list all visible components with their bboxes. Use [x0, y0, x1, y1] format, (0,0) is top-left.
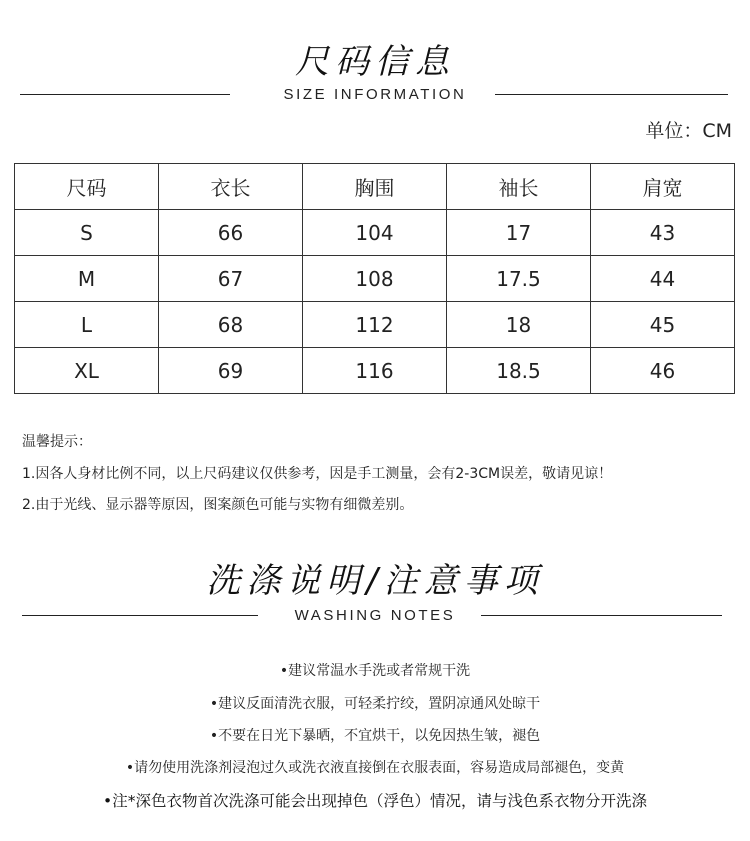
table-header-row — [15, 164, 735, 210]
cell-length: 68 — [159, 302, 303, 348]
cell-shoulder: 44 — [591, 256, 735, 302]
size-title: 尺码信息 — [295, 42, 455, 82]
washing-note-4: •请勿使用洗涤剂浸泡过久或洗衣液直接倒在衣服表面，容易造成局部褪色，变黄 — [125, 760, 625, 776]
cell-size: S — [15, 210, 159, 256]
cell-shoulder: 43 — [591, 210, 735, 256]
cell-chest: 112 — [303, 302, 447, 348]
cell-sleeve: 17.5 — [447, 256, 591, 302]
cell-sleeve: 17 — [447, 210, 591, 256]
header-size: 尺码 — [15, 164, 159, 210]
cell-length: 67 — [159, 256, 303, 302]
cell-size: XL — [15, 348, 159, 394]
cell-sleeve: 18 — [447, 302, 591, 348]
cell-length: 66 — [159, 210, 303, 256]
cell-sleeve: 18.5 — [447, 348, 591, 394]
tips-heading: 温馨提示： — [22, 434, 92, 450]
size-subtitle: SIZE INFORMATION — [283, 86, 467, 103]
cell-shoulder: 45 — [591, 302, 735, 348]
washing-note-5: •注*深色衣物首次洗涤可能会出现掉色（浮色）情况，请与浅色系衣物分开洗涤 — [103, 792, 647, 810]
size-title-right-rule — [495, 94, 728, 95]
header-shoulder: 肩宽 — [591, 164, 735, 210]
tips-item-1: 1.因各人身材比例不同，以上尺码建议仅供参考，因是手工测量，会有2-3CM误差，敬请见谅！ — [22, 466, 613, 482]
unit-label: 单位：CM — [645, 120, 732, 142]
washing-title: 洗涤说明/注意事项 — [206, 561, 544, 601]
table-row — [15, 210, 735, 256]
table-row — [15, 256, 735, 302]
cell-chest: 108 — [303, 256, 447, 302]
size-table — [14, 163, 735, 394]
cell-size: L — [15, 302, 159, 348]
header-chest: 胸围 — [303, 164, 447, 210]
washing-note-2: •建议反面清洗衣服，可轻柔拧绞，置阴凉通风处晾干 — [209, 696, 541, 712]
cell-chest: 104 — [303, 210, 447, 256]
washing-note-3: •不要在日光下暴晒，不宜烘干，以免因热生皱，褪色 — [209, 728, 541, 744]
tips-item-2: 2.由于光线、显示器等原因，图案颜色可能与实物有细微差别。 — [22, 497, 414, 513]
header-length: 衣长 — [159, 164, 303, 210]
cell-size: M — [15, 256, 159, 302]
cell-shoulder: 46 — [591, 348, 735, 394]
washing-note-1: •建议常温水手洗或者常规干洗 — [279, 663, 471, 679]
table-row — [15, 302, 735, 348]
cell-chest: 116 — [303, 348, 447, 394]
washing-title-right-rule — [481, 615, 722, 616]
washing-subtitle: WASHING NOTES — [294, 607, 456, 624]
cell-length: 69 — [159, 348, 303, 394]
header-sleeve: 袖长 — [447, 164, 591, 210]
table-row — [15, 348, 735, 394]
